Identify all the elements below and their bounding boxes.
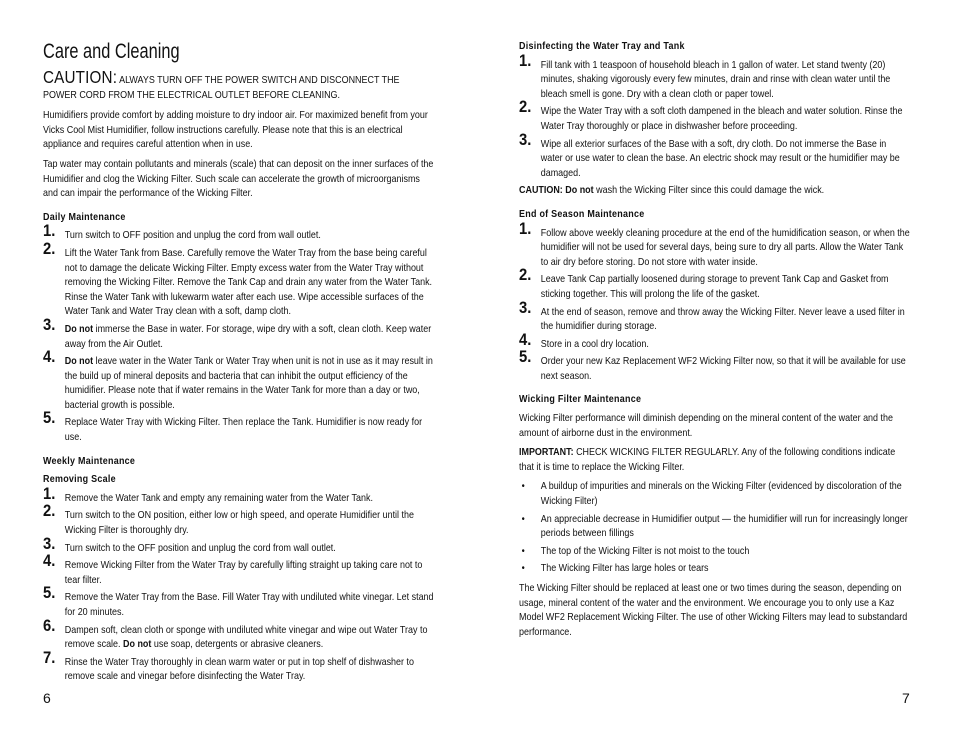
right-page-body <box>519 40 911 645</box>
removing-scale-steps <box>43 483 435 685</box>
disinfecting-heading: Disinfecting the Water Tray and Tank <box>519 41 685 52</box>
caution-word: CAUTION: <box>43 67 118 87</box>
step-item <box>519 297 911 335</box>
step-text: Wipe all exterior surfaces of the Base with a soft, dry cloth. Do not immerse the Base in water or use water to clean the base. An electric shock may result or the humidifier may be damaged. <box>540 138 900 179</box>
step-text: Order your new Kaz Replacement WF2 Wicking Filter now, so that it will be available for use next season. <box>540 356 906 382</box>
step-text: Remove Wicking Filter from the Water Tray by carefully lifting straight up taking care not to tear filter. <box>64 560 423 586</box>
step-number: 2. <box>43 238 56 258</box>
bullet-icon: • <box>521 563 525 575</box>
step-item <box>519 50 911 103</box>
step-bold-text: Do not <box>123 639 152 651</box>
step-item <box>43 408 435 445</box>
step-number: 4. <box>519 329 532 349</box>
list-item-text: The Wicking Filter has large holes or tears <box>540 563 709 575</box>
step-text: Leave Tank Cap partially loosened during storage to prevent Tank Cap and Gasket from sticking together. This will prolong the life of the gasket. <box>540 274 889 300</box>
step-bold-text: Do not <box>64 356 94 368</box>
step-number: 3. <box>43 314 56 334</box>
wicking-closing: The Wicking Filter should be replaced at least one or two times during the season, depending on usage, mineral content of the water and the environment. We encourage you to only use a Kaz Model WF2 Replacement Wicking Filter. The use of other Wicking Filters may lead to substandard performance. <box>519 583 908 638</box>
step-text: Turn switch to the ON position, either low or high speed, and operate Humidifier until the Wicking Filter is thoroughly dry. <box>64 510 414 537</box>
weekly-maintenance-heading: Weekly Maintenance <box>43 455 136 467</box>
list-item <box>519 480 911 509</box>
step-item <box>519 97 911 134</box>
step-number: 5. <box>43 408 56 428</box>
step-number: 1. <box>43 221 56 241</box>
step-number: 4. <box>43 347 56 367</box>
bullet-icon: • <box>521 481 525 493</box>
step-text: Dampen soft, clean cloth or sponge with undiluted white vinegar and wipe out Water Tray to remove scale. <box>64 624 428 651</box>
important-text: CHECK WICKING FILTER REGULARLY. Any of the following conditions indicate that it is time to replace the Wicking Filter. <box>519 447 896 473</box>
wicking-filter-heading: Wicking Filter Maintenance <box>519 394 642 406</box>
bullet-icon: • <box>521 545 525 557</box>
step-text: Follow above weekly cleaning procedure at the end of the humidification season, or when the humidifier will not be used for several days, being sure to dry all parts. Allow the Water Tank to air dry before storing. Do not store with water inside. <box>540 227 910 268</box>
step-bold-text: Do not <box>64 323 94 335</box>
step-number: 5. <box>519 347 532 367</box>
step-item <box>43 238 435 320</box>
page-title: Care and Cleaning <box>43 40 180 63</box>
bullet-icon: • <box>521 513 525 525</box>
step-item <box>43 551 435 588</box>
intro-paragraph: Tap water may contain pollutants and minerals (scale) that can deposit on the inner surfaces of the Humidifier and clog the Wicking Filter. Such scale can accelerate the growth of microorganisms and can impair the performance of the Wicking Filter. <box>43 158 434 200</box>
step-item <box>43 583 435 620</box>
step-text: Turn switch to OFF position and unplug the cord from wall outlet. <box>64 230 321 242</box>
step-text: Wipe the Water Tray with a soft cloth dampened in the bleach and water solution. Rinse the Water Tray thoroughly or place in dishwasher before proceeding. <box>540 106 903 132</box>
step-number: 1. <box>43 483 56 503</box>
step-number: 1. <box>519 218 532 238</box>
step-item <box>43 483 435 507</box>
step-text: Lift the Water Tank from Base. Carefully remove the Water Tray from the base being careful not to damage the delicate Wicking Filter. Empty excess water from the Water Tray without removing the Wicking Filter. Remove the Tank Cap and drain any water from the Water Tank. Rinse the Water Tank with lukewarm water after each use. Wipe accessible surfaces of the Water Tank and Water Tray clean with a soft, damp cloth. <box>64 247 433 318</box>
step-item <box>43 647 435 685</box>
daily-maintenance-steps <box>43 221 435 445</box>
step-number: 3. <box>519 297 532 317</box>
step-text: Turn switch to the OFF position and unplug the cord from wall outlet. <box>64 542 336 554</box>
step-number: 6. <box>43 615 56 635</box>
wicking-intro: Wicking Filter performance will diminish depending on the mineral content of the water and the amount of airborne dust in the environment. <box>519 413 893 439</box>
end-season-heading: End of Season Maintenance <box>519 208 645 220</box>
step-item <box>43 615 435 653</box>
end-season-steps <box>519 218 911 385</box>
step-item <box>519 347 911 384</box>
step-number: 3. <box>43 533 56 553</box>
step-text: Fill tank with 1 teaspoon of household bleach in 1 gallon of water. Let stand twenty (20) minutes, shaking vigorously every few minutes, drain and rinse with clean water until the bleach smell is gone. Dry with a clean cloth or paper towel. <box>540 59 891 100</box>
removing-scale-heading: Removing Scale <box>43 474 116 486</box>
step-item <box>43 314 435 352</box>
step-item <box>43 501 435 538</box>
step-item <box>519 265 911 302</box>
caution-text: ALWAYS TURN OFF THE POWER SWITCH AND DISCONNECT THE POWER CORD FROM THE ELECTRICAL OUTLET BEFORE CLEANING. <box>43 75 400 101</box>
step-text: Remove the Water Tank and empty any remaining water from the Water Tank. <box>64 492 373 504</box>
step-number: 2. <box>43 501 56 521</box>
list-item <box>519 562 911 577</box>
step-number: 2. <box>519 97 532 117</box>
list-item-text: A buildup of impurities and minerals on the Wicking Filter (evidenced by discoloration of the Wicking Filter) <box>540 481 902 508</box>
daily-maintenance-heading: Daily Maintenance <box>43 211 126 223</box>
wick-caution-text: wash the Wicking Filter since this could damage the wick. <box>593 185 825 197</box>
step-item <box>43 221 435 244</box>
step-text: Remove the Water Tray from the Base. Fill Water Tray with undiluted white vinegar. Let stand for 20 minutes. <box>64 592 434 618</box>
wick-caution <box>519 184 911 199</box>
caution-notice <box>43 67 435 103</box>
step-text: Replace Water Tray with Wicking Filter. Then replace the Tank. Humidifier is now ready for use. <box>64 417 423 444</box>
step-number: 5. <box>43 583 56 603</box>
list-item-text: The top of the Wicking Filter is not moist to the touch <box>540 545 750 557</box>
step-number: 4. <box>43 551 56 571</box>
disinfecting-steps <box>519 50 911 182</box>
left-page-body <box>43 67 435 688</box>
intro-paragraph: Humidifiers provide comfort by adding moisture to dry indoor air. For maximized benefit from your Vicks Cool Mist Humidifier, follow instructions carefully. Please note that this is an electrical appliance and requires careful attention when in use. <box>43 110 428 151</box>
step-text: immerse the Base in water. For storage, wipe dry with a soft, clean cloth. Keep water away from the Air Outlet. <box>64 323 432 350</box>
important-bold: IMPORTANT: <box>519 447 574 459</box>
replacement-conditions-list <box>519 480 911 577</box>
step-number: 3. <box>519 129 532 149</box>
list-item-text: An appreciable decrease in Humidifier output — the humidifier will run for increasingly longer periods between fillings <box>540 513 908 540</box>
step-text: Store in a cool dry location. <box>540 338 649 350</box>
list-item <box>519 513 911 542</box>
wick-caution-bold: CAUTION: Do not <box>519 185 594 197</box>
step-item <box>519 218 911 271</box>
page-number: 7 <box>902 690 910 706</box>
step-text: Rinse the Water Tray thoroughly in clean warm water or put in top shelf of dishwasher to remove scale and vinegar before disinfecting the Water Tray. <box>64 656 414 683</box>
page-number: 6 <box>43 690 51 706</box>
step-text: At the end of season, remove and throw away the Wicking Filter. Never leave a used filter in the humidifier during storage. <box>540 306 905 333</box>
list-item <box>519 545 911 560</box>
step-item <box>519 329 911 353</box>
step-number: 1. <box>519 50 532 70</box>
step-text-after: use soap, detergents or abrasive cleaners. <box>151 639 324 651</box>
important-notice <box>519 446 911 475</box>
step-number: 7. <box>43 647 56 667</box>
step-text: leave water in the Water Tank or Water Tray when unit is not in use as it may result in the build up of mineral deposits and bacteria that can inhibit the output efficiency of the humidifier. Please note that if water remains in the Water Tank for more than a day or two, bacterial growth is possible. <box>64 356 433 411</box>
step-item <box>43 533 435 557</box>
step-number: 2. <box>519 265 532 285</box>
step-item <box>43 347 435 413</box>
step-item <box>519 129 911 182</box>
